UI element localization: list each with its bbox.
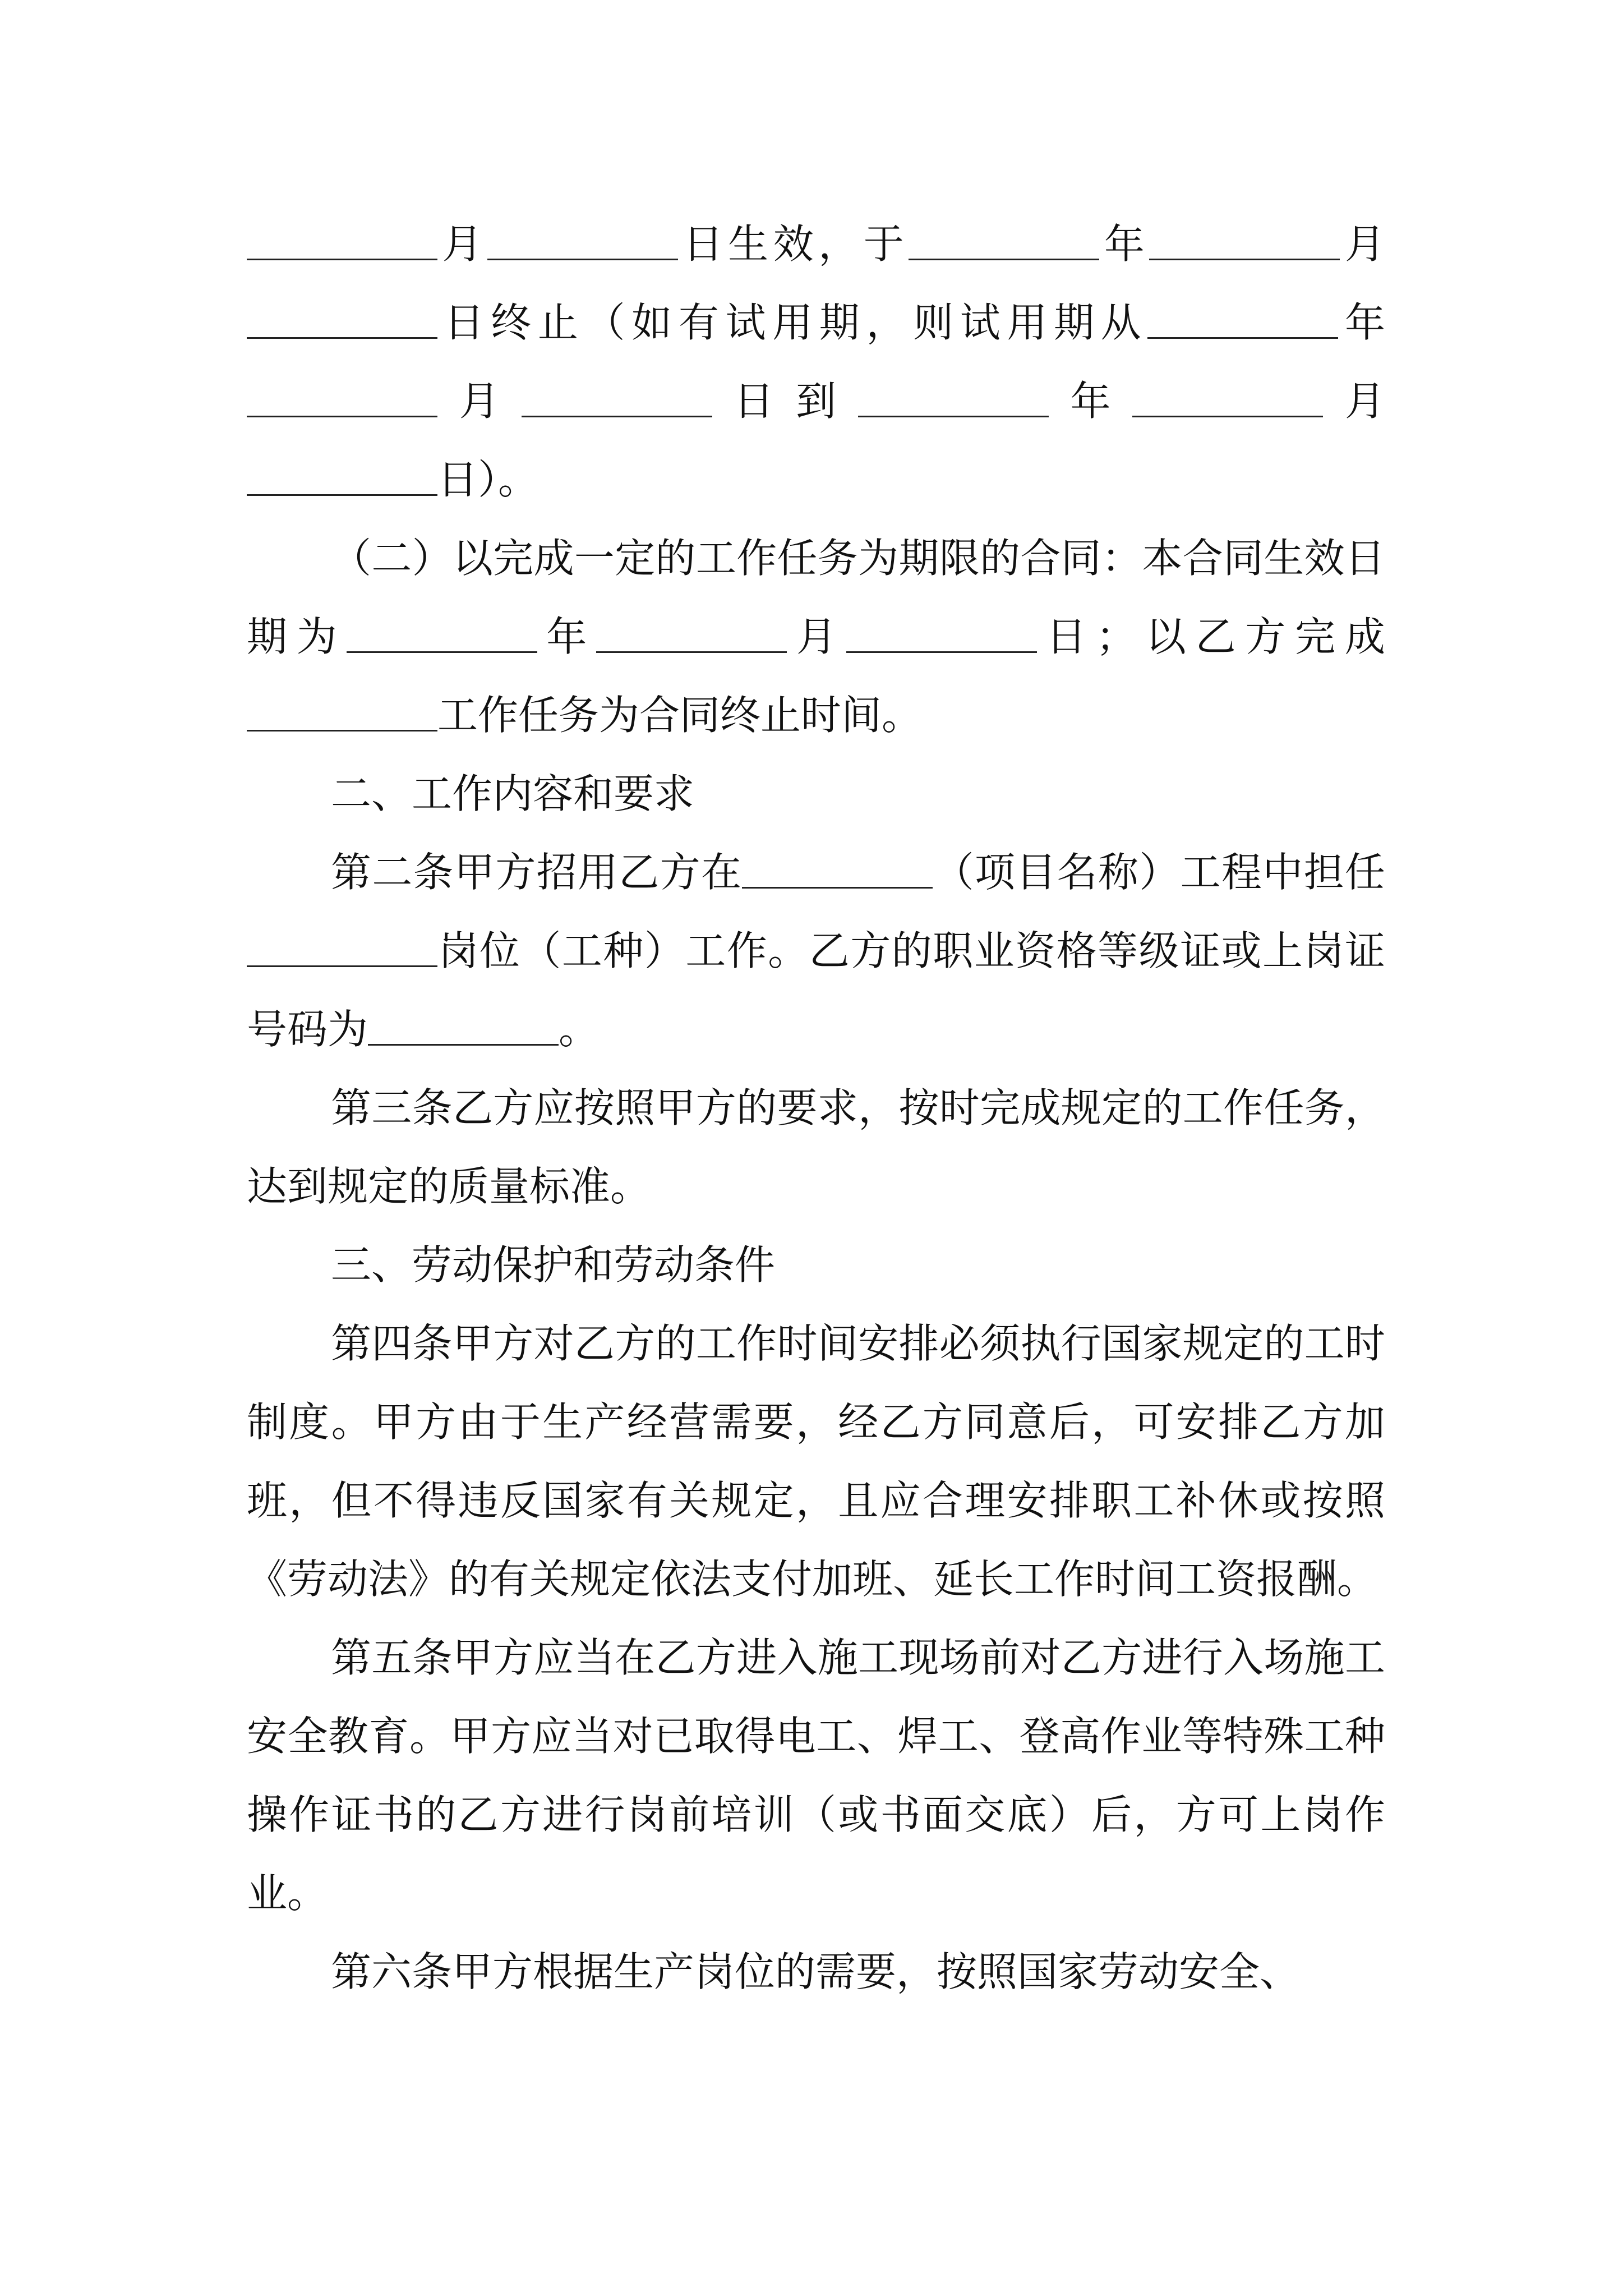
paragraph-text: 日生效，于 (678, 220, 909, 268)
paragraph-text: 年 (1338, 299, 1385, 346)
fill-in-blank[interactable] (347, 618, 537, 653)
fill-in-blank[interactable] (846, 618, 1037, 653)
fill-in-blank[interactable] (1147, 303, 1338, 339)
paragraph-term-task-based (247, 519, 1385, 754)
fill-in-blank[interactable] (247, 303, 437, 339)
fill-in-blank[interactable] (247, 932, 437, 967)
document-body (247, 205, 1385, 2011)
paragraph-text: 第三条乙方应按照甲方的要求，按时完成规定的工作任务，达到规定的质量标准。 (247, 1084, 1385, 1210)
fill-in-blank[interactable] (368, 1010, 559, 1046)
paragraph-article-2 (247, 833, 1385, 1069)
paragraph-text: 第六条甲方根据生产岗位的需要，按照国家劳动安全、 (331, 1948, 1301, 1995)
paragraph-text: 年 (1099, 220, 1150, 268)
fill-in-blank[interactable] (247, 461, 437, 496)
fill-in-blank[interactable] (596, 618, 787, 653)
paragraph-text: 月 (1340, 220, 1385, 268)
paragraph-term-fixed-continued (247, 205, 1385, 519)
paragraph-text: 月 (787, 613, 846, 660)
paragraph-text: 三、劳动保护和劳动条件 (331, 1241, 776, 1289)
fill-in-blank[interactable] (247, 382, 437, 417)
fill-in-blank[interactable] (247, 696, 437, 731)
fill-in-blank[interactable] (909, 225, 1099, 260)
fill-in-blank[interactable] (742, 853, 933, 889)
paragraph-text: 月 (437, 220, 488, 268)
fill-in-blank[interactable] (858, 382, 1049, 417)
paragraph-text: 第二条甲方招用乙方在 (331, 849, 743, 896)
fill-in-blank[interactable] (247, 225, 437, 260)
paragraph-text: （项目名称）工程中担任 (933, 849, 1385, 896)
fill-in-blank[interactable] (1132, 382, 1323, 417)
paragraph-text: 月 (1323, 378, 1385, 425)
paragraph-text: 日到 (712, 378, 858, 425)
paragraph-text: 年 (1048, 378, 1133, 425)
paragraph-article-4 (247, 1304, 1385, 1618)
paragraph-text: 二、工作内容和要求 (331, 770, 695, 817)
paragraph-section-3-heading (247, 1226, 1385, 1304)
fill-in-blank[interactable] (1149, 225, 1340, 260)
paragraph-text: 年 (537, 613, 597, 660)
paragraph-text: 。 (559, 1006, 600, 1053)
paragraph-text: 第五条甲方应当在乙方进入施工现场前对乙方进行入场施工安全教育。甲方应当对已取得电工、焊工、登高作业等特殊工种操作证书的乙方进行岗前培训（或书面交底）后，方可上岗作业。 (247, 1634, 1385, 1917)
paragraph-section-2-heading (247, 754, 1385, 833)
paragraph-text: 日）。 (437, 456, 539, 503)
paragraph-article-6 (247, 1932, 1385, 2011)
paragraph-text: 月 (437, 378, 522, 425)
paragraph-text: （二）以完成一定的工作任务为期限的合同：本合同生效日期为 (247, 535, 1385, 660)
paragraph-text: 日；以乙方完成 (1036, 613, 1385, 660)
paragraph-text: 工作任务为合同终止时间。 (437, 692, 923, 739)
paragraph-text: 第四条甲方对乙方的工作时间安排必须执行国家规定的工时制度。甲方由于生产经营需要，经乙方同意后，可安排乙方加班，但不得违反国家有关规定，且应合理安排职工补休或按照《劳动法》的有关规定依法支付加班、延长工作时间工资报酬。 (247, 1320, 1385, 1603)
paragraph-article-3 (247, 1069, 1385, 1226)
fill-in-blank[interactable] (522, 382, 712, 417)
paragraph-article-5 (247, 1618, 1385, 1932)
paragraph-text: 岗位（工种）工作。乙方的职业资格等级证或上岗证号码为 (247, 927, 1385, 1053)
fill-in-blank[interactable] (487, 225, 678, 260)
paragraph-text: 日终止（如有试用期，则试用期从 (437, 299, 1148, 346)
